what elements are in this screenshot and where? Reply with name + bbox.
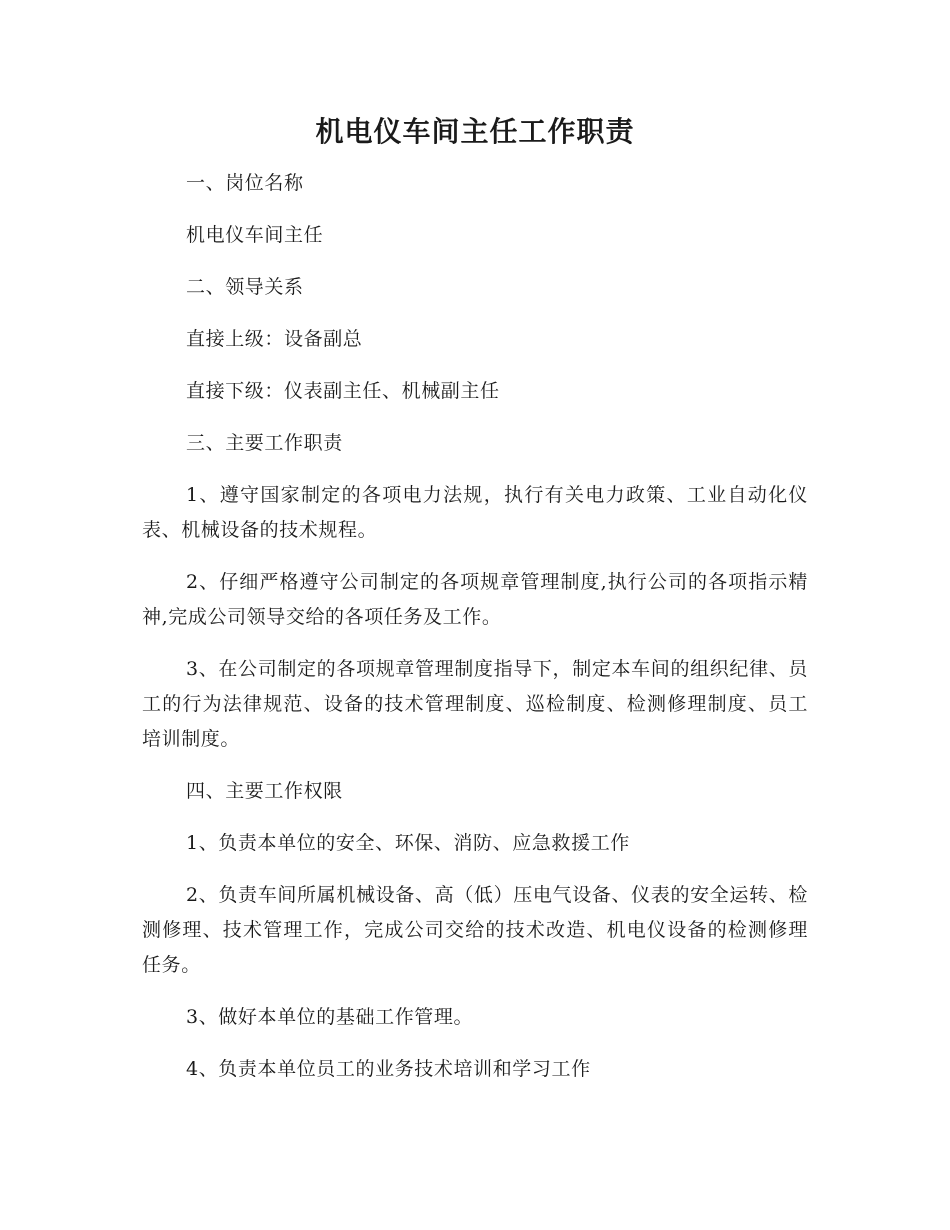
position-name-text: 机电仪车间主任 — [186, 224, 324, 246]
heading-reporting-relations: 二、领导关系 — [186, 276, 304, 298]
document-body — [142, 166, 808, 1104]
authority-item-2: 2、负责车间所属机械设备、高（低）压电气设备、仪表的安全运转、检测修理、技术管理工作，完成公司交给的技术改造、机电仪设备的检测修理任务。 — [142, 884, 808, 976]
heading-position-name: 一、岗位名称 — [186, 172, 304, 194]
duty-item-2: 2、仔细严格遵守公司制定的各项规章管理制度,执行公司的各项指示精神,完成公司领导交给的各项任务及工作。 — [142, 571, 808, 628]
authority-item-1: 1、负责本单位的安全、环保、消防、应急救援工作 — [186, 832, 630, 854]
authority-item-4: 4、负责本单位员工的业务技术培训和学习工作 — [186, 1058, 591, 1080]
duty-item-1: 1、遵守国家制定的各项电力法规，执行有关电力政策、工业自动化仪表、机械设备的技术规程。 — [142, 484, 808, 541]
duty-item-3: 3、在公司制定的各项规章管理制度指导下，制定本车间的组织纪律、员工的行为法律规范、设备的技术管理制度、巡检制度、检测修理制度、员工培训制度。 — [142, 658, 808, 750]
direct-subordinates-text: 直接下级：仪表副主任、机械副主任 — [186, 380, 500, 402]
direct-superior-text: 直接上级：设备副总 — [186, 328, 363, 350]
authority-item-3: 3、做好本单位的基础工作管理。 — [186, 1006, 474, 1028]
heading-main-authority: 四、主要工作权限 — [186, 780, 343, 802]
heading-main-duties: 三、主要工作职责 — [186, 432, 343, 454]
document-title: 机电仪车间主任工作职责 — [315, 115, 635, 148]
